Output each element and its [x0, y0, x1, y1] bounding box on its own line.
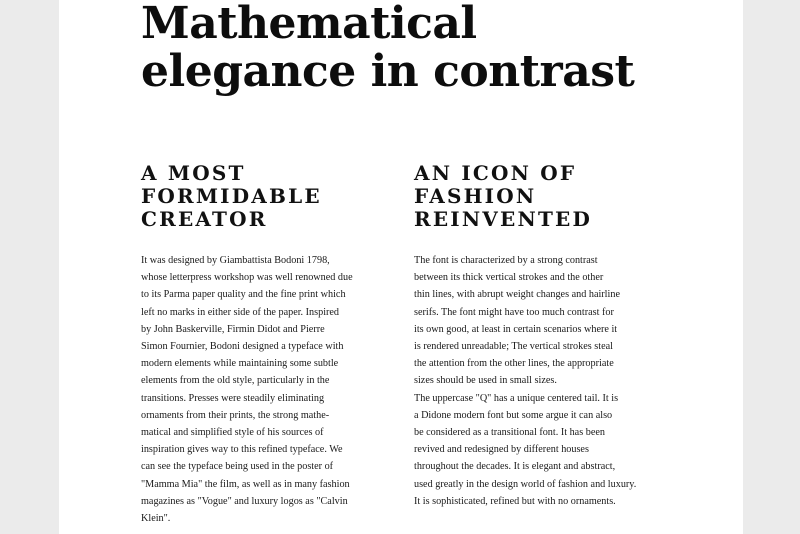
paragraph-line: left no marks in either side of the paper. Inspired	[141, 306, 340, 318]
heading-line: FORMIDABLE	[141, 184, 322, 208]
paragraph-line: "Mamma Mia" the film, as well as in many fashion	[141, 478, 350, 490]
right-column-paragraph	[414, 252, 636, 510]
heading-line: A MOST	[141, 161, 246, 185]
paragraph-line: a Didone modern font but some argue it can also	[414, 409, 613, 421]
paragraph-line: between its thick vertical strokes and the other	[414, 272, 604, 284]
right-column	[414, 161, 664, 507]
left-column	[141, 161, 403, 525]
paragraph-line: by John Baskerville, Firmin Didot and Pierre	[141, 323, 325, 335]
heading-line: CREATOR	[141, 207, 268, 231]
paragraph-line: used greatly in the design world of fashion and luxury.	[414, 478, 637, 490]
title-line-1: Mathematical	[141, 0, 477, 49]
paragraph-line: Simon Fournier, Bodoni designed a typeface with	[141, 341, 344, 353]
heading-line: AN ICON OF	[414, 161, 577, 185]
paragraph-line: modern elements while maintaining some subtle	[141, 358, 339, 370]
paragraph-line: serifs. The font might have too much contrast for	[414, 306, 614, 318]
paragraph-line: ornaments from their prints, the strong mathe-	[141, 409, 330, 421]
heading-line: REINVENTED	[414, 207, 593, 231]
paragraph-line: whose letterpress workshop was well renowned due	[141, 272, 353, 284]
paragraph-line: It is sophisticated, refined but with no ornaments.	[414, 495, 616, 507]
page-title	[141, 0, 634, 96]
paragraph-line: the attention from the other lines, the appropriate	[414, 358, 614, 370]
paragraph-line: The font is characterized by a strong contrast	[414, 255, 598, 266]
document-page	[59, 0, 743, 534]
paragraph-line: inspiration gives way to this refined typeface. We	[141, 444, 343, 456]
paragraph-line: elements from the old style, particularly in the	[141, 375, 330, 387]
paragraph-line: transitions. Presses were steadily eliminating	[141, 392, 325, 404]
right-column-heading	[414, 162, 664, 231]
paragraph-line: The uppercase "Q" has a unique centered tail. It is	[414, 392, 619, 404]
paragraph-line: sizes should be used in small sizes.	[414, 375, 557, 387]
paragraph-line: its own good, at least in certain scenarios where it	[414, 323, 618, 335]
paragraph-line: It was designed by Giambattista Bodoni 1798,	[141, 255, 330, 266]
title-line-2: elegance in contrast	[141, 46, 635, 97]
paragraph-line: to its Parma paper quality and the fine print which	[141, 289, 346, 301]
paragraph-line: is rendered unreadable; The vertical strokes steal	[414, 341, 613, 353]
paragraph-line: throughout the decades. It is elegant and abstract,	[414, 461, 616, 473]
paragraph-line: revived and redesigned by different houses	[414, 444, 589, 456]
paragraph-line: thin lines, with abrupt weight changes and hairline	[414, 289, 620, 301]
paragraph-line: can see the typeface being used in the poster of	[141, 461, 334, 473]
paragraph-line: matical and simplified style of his sources of	[141, 427, 324, 439]
paragraph-line: Klein".	[141, 513, 171, 525]
paragraph-line: magazines as "Vogue" and luxury logos as "Calvin	[141, 495, 348, 507]
left-column-heading	[141, 162, 403, 231]
paragraph-line: be considered as a transitional font. It has been	[414, 427, 605, 439]
left-column-paragraph	[141, 252, 353, 527]
heading-line: FASHION	[414, 184, 537, 208]
